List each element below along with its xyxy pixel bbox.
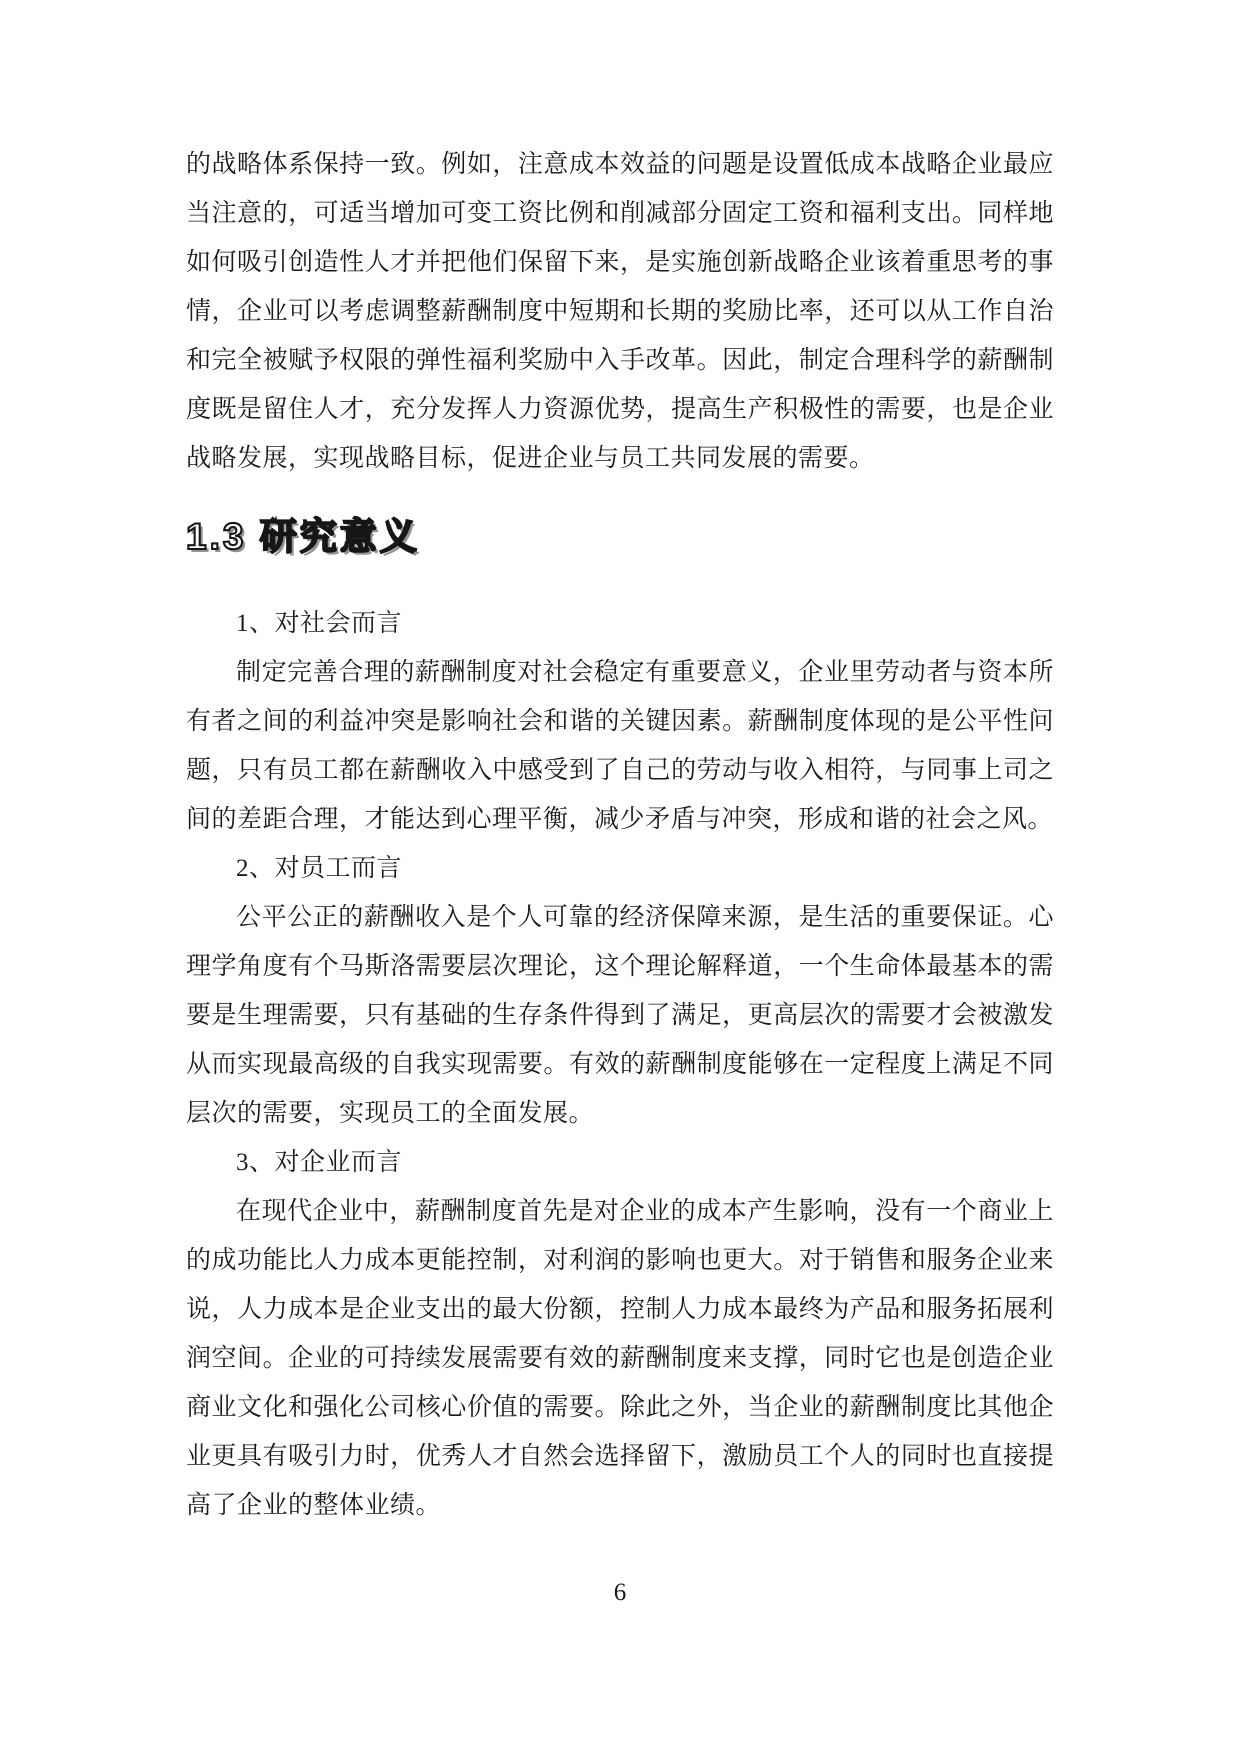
intro-paragraph: 的战略体系保持一致。例如，注意成本效益的问题是设置低成本战略企业最应当注意的，可适当增加可变工资比例和削减部分固定工资和福利支出。同样地如何吸引创造性人才并把他们保留下来，是实施创新战略企业该着重思考的事情，企业可以考虑调整薪酬制度中短期和长期的奖励比率，还可以从工作自治和完全被赋予权限的弹性福利奖励中入手改革。因此，制定合理科学的薪酬制度既是留住人才，充分发挥人力资源优势，提高生产积极性的需要，也是企业战略发展，实现战略目标，促进企业与员工共同发展的需要。 <box>186 151 1054 472</box>
list-item-label-society: 1、对社会而言 <box>236 610 403 637</box>
page-number: 6 <box>613 1579 627 1606</box>
page-content <box>186 140 1054 1530</box>
list-item-label-enterprise: 3、对企业而言 <box>236 1149 403 1176</box>
list-item-label-employee: 2、对员工而言 <box>236 855 403 882</box>
paragraph-employee: 公平公正的薪酬收入是个人可靠的经济保障来源，是生活的重要保证。心理学角度有个马斯洛需要层次理论，这个理论解释道，一个生命体最基本的需要是生理需要，只有基础的生存条件得到了满足，更高层次的需要才会被激发从而实现最高级的自我实现需要。有效的薪酬制度能够在一定程度上满足不同层次的需要，实现员工的全面发展。 <box>186 904 1054 1127</box>
section-heading-1-3: 1.3 研究意义 <box>186 516 420 557</box>
paragraph-enterprise: 在现代企业中，薪酬制度首先是对企业的成本产生影响，没有一个商业上的成功能比人力成本更能控制，对利润的影响也更大。对于销售和服务企业来说，人力成本是企业支出的最大份额，控制人力成本最终为产品和服务拓展利润空间。企业的可持续发展需要有效的薪酬制度来支撑，同时它也是创造企业商业文化和强化公司核心价值的需要。除此之外，当企业的薪酬制度比其他企业更具有吸引力时，优秀人才自然会选择留下，激励员工个人的同时也直接提高了企业的整体业绩。 <box>186 1198 1054 1519</box>
paragraph-society: 制定完善合理的薪酬制度对社会稳定有重要意义，企业里劳动者与资本所有者之间的利益冲突是影响社会和谐的关键因素。薪酬制度体现的是公平性问题，只有员工都在薪酬收入中感受到了自己的劳动与收入相符，与同事上司之间的差距合理，才能达到心理平衡，减少矛盾与冲突，形成和谐的社会之风。 <box>186 659 1054 833</box>
